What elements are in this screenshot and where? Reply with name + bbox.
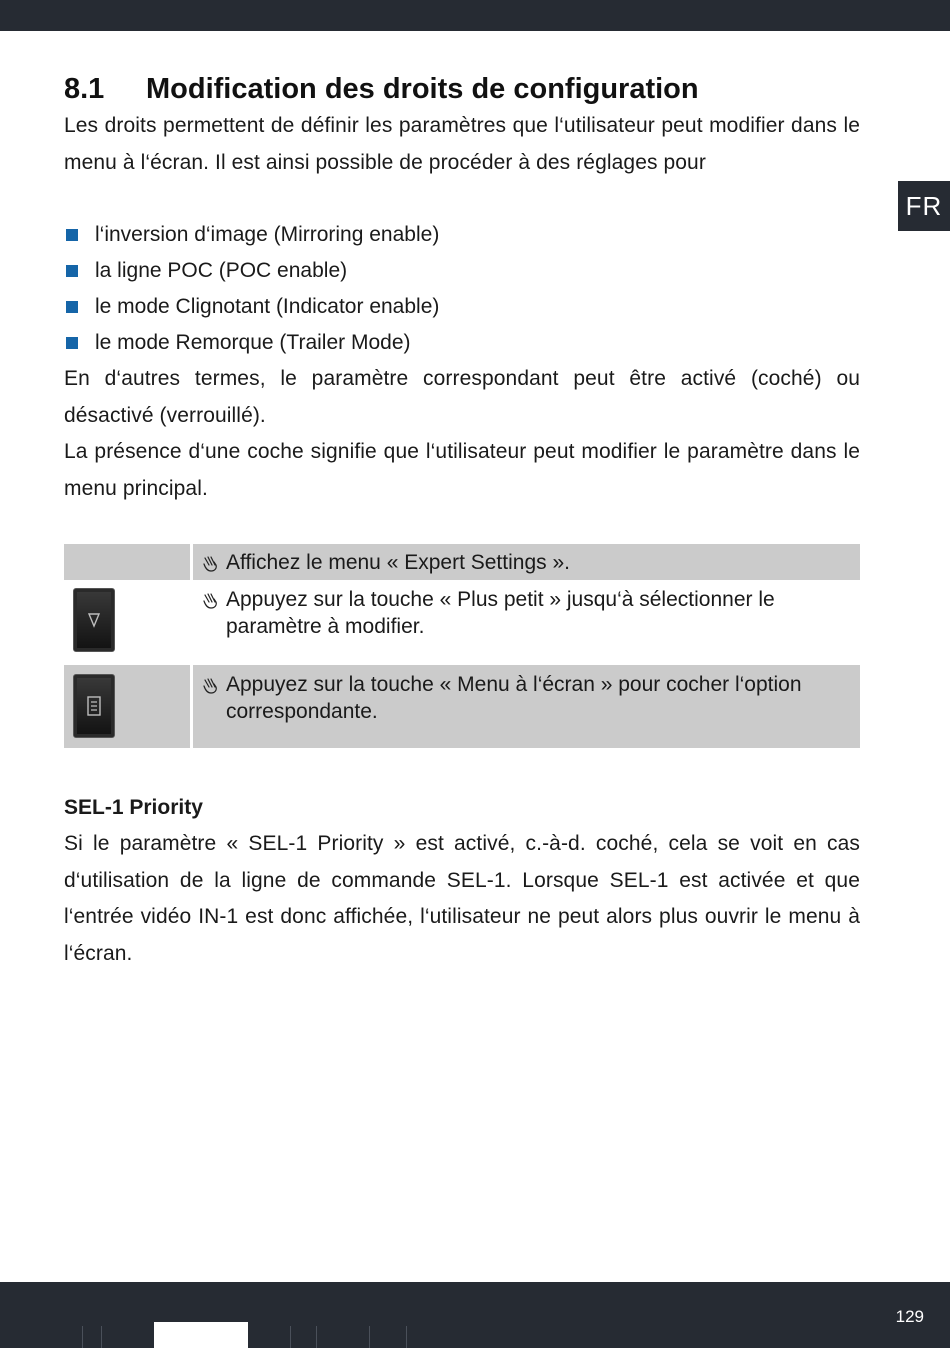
step-text: Appuyez sur la touche « Menu à l‘écran » pour cocher l‘option correspondante. xyxy=(226,673,802,723)
icon-cell xyxy=(64,580,193,663)
bullet-square-icon xyxy=(66,265,78,277)
list-item-text: le mode Remorque (Trailer Mode) xyxy=(95,331,411,354)
footer-tick xyxy=(316,1326,317,1348)
footer-tick xyxy=(82,1326,83,1348)
sel1-heading: SEL-1 Priority xyxy=(64,796,203,819)
bullet-square-icon xyxy=(66,229,78,241)
table-row xyxy=(64,663,860,748)
language-tab: FR xyxy=(898,181,950,231)
pointing-hand-icon xyxy=(202,549,226,580)
list-item xyxy=(64,325,860,361)
section-number: 8.1 xyxy=(64,73,105,105)
down-arrow-key-icon xyxy=(73,588,115,652)
section-title: Modification des droits de configuration xyxy=(146,73,699,105)
footer-tick xyxy=(406,1326,407,1348)
step-cell xyxy=(193,544,860,580)
footer-tick xyxy=(101,1326,102,1348)
list-item xyxy=(64,253,860,289)
list-item-text: la ligne POC (POC enable) xyxy=(95,259,348,282)
bullet-square-icon xyxy=(66,337,78,349)
list-item xyxy=(64,217,860,253)
paragraph-checkmark: La présence d‘une coche signifie que l‘utilisateur peut modifier le paramètre dans le menu principal. xyxy=(64,440,860,500)
step-instruction xyxy=(193,665,860,725)
step-cell xyxy=(193,663,860,748)
paragraph-activation: En d‘autres termes, le paramètre correspondant peut être activé (coché) ou désactivé (verrouillé). xyxy=(64,367,860,427)
page-number: 129 xyxy=(895,1307,924,1326)
pointing-hand-icon xyxy=(202,586,226,640)
list-item-text: l‘inversion d‘image (Mirroring enable) xyxy=(95,223,440,246)
footer-tick xyxy=(369,1326,370,1348)
sel1-paragraph: Si le paramètre « SEL-1 Priority » est activé, c.-à-d. coché, cela se voit en cas d‘utilisation de la ligne de commande SEL-1. Lorsque SEL-1 est activée et que l‘entrée vidéo IN-1 est donc affichée, l‘utilisateur ne peut alors plus ouvrir le menu à l‘écran. xyxy=(64,832,860,965)
menu-key-icon xyxy=(73,674,115,738)
section-heading xyxy=(64,70,860,108)
icon-cell xyxy=(64,544,193,580)
list-item-text: le mode Clignotant (Indicator enable) xyxy=(95,295,440,318)
step-instruction xyxy=(193,544,860,580)
step-text: Appuyez sur la touche « Plus petit » jusqu‘à sélectionner le paramètre à modifier. xyxy=(226,588,775,638)
page-content xyxy=(64,70,860,972)
table-row xyxy=(64,580,860,663)
step-cell xyxy=(193,580,860,663)
footer-tick xyxy=(290,1326,291,1348)
icon-cell xyxy=(64,663,193,748)
rights-list xyxy=(64,217,860,361)
intro-paragraph: Les droits permettent de définir les paramètres que l‘utilisateur peut modifier dans le menu à l‘écran. Il est ainsi possible de procéder à des réglages pour xyxy=(64,114,860,174)
step-instruction xyxy=(193,580,860,640)
list-item xyxy=(64,289,860,325)
bottom-bar xyxy=(0,1282,950,1348)
table-row xyxy=(64,544,860,580)
footer-marker xyxy=(154,1322,248,1348)
bullet-square-icon xyxy=(66,301,78,313)
step-text: Affichez le menu « Expert Settings ». xyxy=(226,551,570,574)
pointing-hand-icon xyxy=(202,671,226,725)
top-bar xyxy=(0,0,950,31)
steps-table xyxy=(64,544,860,748)
